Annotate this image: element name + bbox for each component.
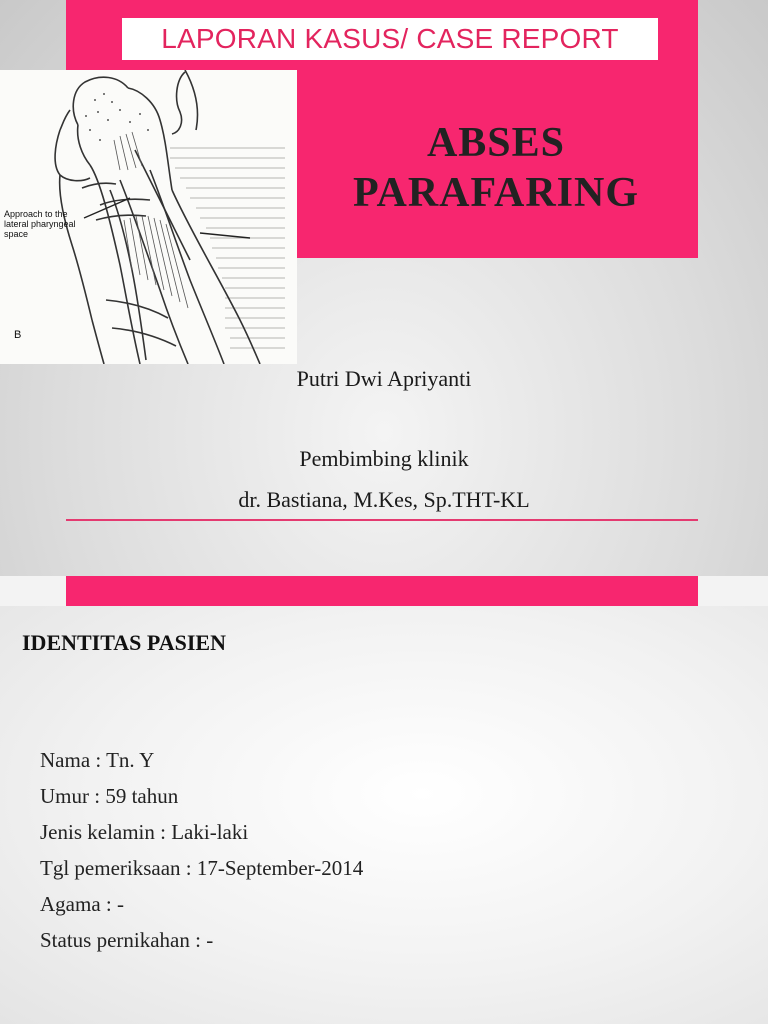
anatomy-illustration <box>0 70 297 364</box>
title-line-1: ABSES <box>426 120 566 166</box>
author-name: Putri Dwi Apriyanti <box>296 366 472 391</box>
title-line-2: PARAFARING <box>352 170 640 216</box>
advisor-label: Pembimbing klinik <box>299 446 469 471</box>
report-type-label <box>122 18 658 60</box>
field-religion: Agama : - <box>40 892 124 916</box>
advisor-name: dr. Bastiana, M.Kes, Sp.THT-KL <box>238 487 530 512</box>
field-sex: Jenis kelamin : Laki-laki <box>40 820 249 844</box>
field-exam-date: Tgl pemeriksaan : 17-September-2014 <box>40 856 364 880</box>
slide-title <box>300 118 692 218</box>
figure-panel-letter: B <box>14 329 22 341</box>
field-age: Umur : 59 tahun <box>40 784 179 808</box>
figure-caption-line1: Approach to the <box>4 209 68 219</box>
divider-line <box>66 519 698 521</box>
patient-fields-list <box>40 742 363 958</box>
pink-banner-bottom <box>66 576 698 606</box>
section-heading: IDENTITAS PASIEN <box>22 630 226 655</box>
field-marital-status: Status pernikahan : - <box>40 928 214 952</box>
figure-caption-line3: space <box>4 229 29 239</box>
figure-caption-line2: lateral pharyngeal <box>4 219 76 229</box>
neck-anatomy-drawing <box>0 70 297 364</box>
field-name: Nama : Tn. Y <box>40 748 155 772</box>
report-type-text: LAPORAN KASUS/ CASE REPORT <box>161 23 619 54</box>
